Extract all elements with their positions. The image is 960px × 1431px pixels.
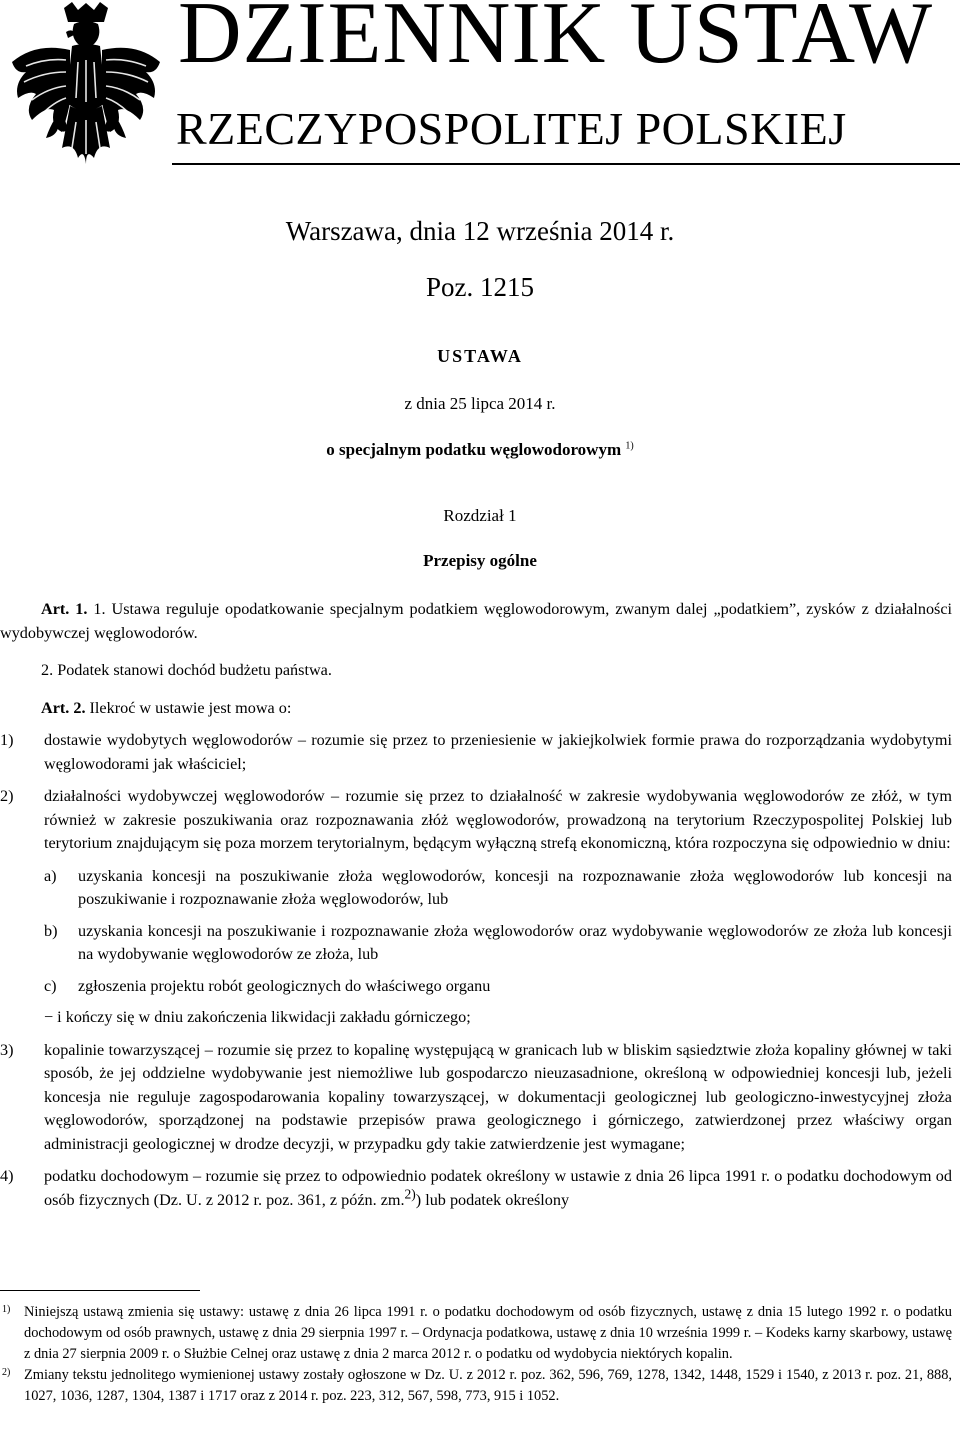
item-text-after: ) lub podatek określony — [415, 1190, 570, 1209]
article-1-paragraph-2 — [0, 659, 952, 683]
sub-item-text: zgłoszenia projektu robót geologicznych do właściwego organu — [78, 976, 491, 995]
item-tail: − i kończy się w dniu zakończenia likwidacji zakładu górniczego; — [44, 1008, 471, 1026]
item-number: 3) — [0, 1040, 14, 1059]
sub-item-letter: a) — [44, 866, 57, 885]
article-1-p1-num: 1. — [93, 600, 106, 618]
eagle-emblem-icon — [6, 2, 166, 164]
article-1-p2-text: Podatek stanowi dochód budżetu państwa. — [57, 661, 332, 679]
article-1-label: Art. 1. — [41, 600, 88, 618]
sub-item-letter: b) — [44, 921, 58, 940]
list-item — [0, 1165, 952, 1212]
footnote-ref-1[interactable]: 1) — [625, 440, 634, 452]
footnote-text: Zmiany tekstu jednolitego wymienionej ustawy zostały ogłoszone w Dz. U. z 2012 r. poz. 362, 596, 769, 1278, 1342, 1448, 1529 i 1540, z 2013 r. poz. 21, 888, 1027, 1036, 1287, 1304, 1387 i 1717 oraz z 2014 r. poz. 223, 312, 567, 598, 773, 915 i 1052. — [24, 1367, 952, 1405]
item-number: 4) — [0, 1167, 14, 1185]
sub-item — [0, 865, 952, 912]
footnote — [0, 1302, 952, 1364]
item-text: dostawie wydobytych węglowodorów – rozumie się przez to przeniesienie w jakiejkolwiek formie prawa do rozporządzania wydobytymi węglowodorami jak właściciel; — [44, 731, 952, 773]
act-title — [0, 440, 960, 460]
chapter-title: Przepisy ogólne — [423, 551, 537, 570]
footnote-ref-2[interactable]: 2) — [404, 1186, 416, 1202]
act-date: z dnia 25 lipca 2014 r. — [404, 394, 556, 413]
list-item — [0, 785, 952, 856]
footnote-number: 1) — [2, 1304, 11, 1315]
sub-item-letter: c) — [44, 976, 57, 995]
masthead-title: DZIENNIK USTAW — [178, 0, 934, 82]
item-text: kopalinie towarzyszącej – rozumie się przez to kopalinę występującą w granicach lub w bliskim sąsiedztwie złoża kopaliny głównej w taki sposób, że jej oddzielne wydobywanie jest niemożliwe lub gospodarczo nieuzasadnione, określoną w odpowiedniej koncesji lub, jeżeli koncesja nie reguluje zagospodarowania kopaliny towarzyszącej, w dokumentacji geologicznej lub geologiczno-inwestycyjnej złoża węglowodorów, sporządzonej na podstawie przepisów prawa geologicznego i górniczego, zatwierdzonej przez właściwy organ administracji geologicznej w drodze decyzji, w przypadku gdy takie zatwierdzenie jest wymagane; — [44, 1040, 952, 1153]
sub-item — [0, 975, 952, 999]
footnotes — [0, 1302, 952, 1408]
act-title-text: o specjalnym podatku węglowodorowym — [326, 440, 622, 459]
list-item — [0, 1039, 952, 1157]
footnote-divider — [0, 1290, 200, 1291]
sub-item-text: uzyskania koncesji na poszukiwanie i rozpoznawanie złoża węglowodorów oraz wydobywanie węglowodorów ze złoża lub koncesji na wydobywanie węglowodorów ze złoża, lub — [78, 921, 952, 963]
chapter-number: Rozdział 1 — [443, 506, 517, 525]
item-text-before: podatku dochodowym – rozumie się przez to odpowiednio podatek określony w ustawie z dnia 26 lipca 1991 r. o podatku dochodowym od osób fizycznych (Dz. U. z 2012 r. poz. 361, z późn. zm. — [44, 1167, 952, 1209]
masthead — [0, 0, 960, 170]
article-2-intro — [0, 697, 952, 721]
article-2-label: Art. 2. — [41, 698, 86, 717]
item-number: 2) — [0, 787, 14, 805]
item-number: 1) — [0, 731, 14, 749]
masthead-rule — [172, 163, 960, 165]
article-1-p2-num: 2. — [41, 661, 54, 679]
document-body — [0, 598, 952, 1221]
masthead-subtitle: RZECZYPOSPOLITEJ POLSKIEJ — [176, 103, 847, 154]
footnote-text: Niniejszą ustawą zmienia się ustawy: ustawę z dnia 26 lipca 1991 r. o podatku dochodowym od osób fizycznych, ustawę z dnia 15 lutego 1992 r. o podatku dochodowym od osób prawnych, ustawę z dnia 29 sierpnia 1997 r. – Ordynacja podatkowa, ustawę z dnia 10 września 1999 r. – Kodeks karny skarbowy, ustawę z dnia 27 sierpnia 2009 r. o Służbie Celnej oraz ustawę z dnia 2 marca 2012 r. o podatku od wydobycia niektórych kopalin. — [24, 1304, 952, 1362]
position-number: Poz. 1215 — [426, 272, 534, 302]
list-item — [0, 729, 952, 776]
sub-item — [0, 920, 952, 967]
act-type: USTAWA — [437, 346, 523, 366]
publication-date: Warszawa, dnia 12 września 2014 r. — [285, 216, 675, 246]
article-1-paragraph-1 — [0, 598, 952, 645]
footnote-number: 2) — [2, 1367, 11, 1379]
item-text: działalności wydobywczej węglowodorów – rozumie się przez to działalność w zakresie wydobywania węglowodorów ze złóż, w tym również w zakresie poszukiwania oraz rozpoznawania złóż węglowodorów, prowadzoną na terytorium Rzeczypospolitej Polskiej lub terytorium znajdującym się poza morzem terytorialnym, będącym wyłączną strefą ekonomiczną, która rozpoczyna się odpowiednio w dniu: — [44, 787, 952, 852]
article-2-intro-text: Ilekroć w ustawie jest mowa o: — [89, 698, 292, 717]
article-1-p1-text: Ustawa reguluje opodatkowanie specjalnym podatkiem węglowodorowym, zwanym dalej „podatkiem”, zysków z działalności wydobywczej węglowodorów. — [0, 600, 953, 642]
sub-item-text: uzyskania koncesji na poszukiwanie złoża węglowodorów, koncesji na rozpoznawanie złoża węglowodorów lub koncesji na poszukiwanie i rozpoznawanie złoża węglowodorów, lub — [78, 866, 952, 908]
footnote — [0, 1365, 952, 1407]
